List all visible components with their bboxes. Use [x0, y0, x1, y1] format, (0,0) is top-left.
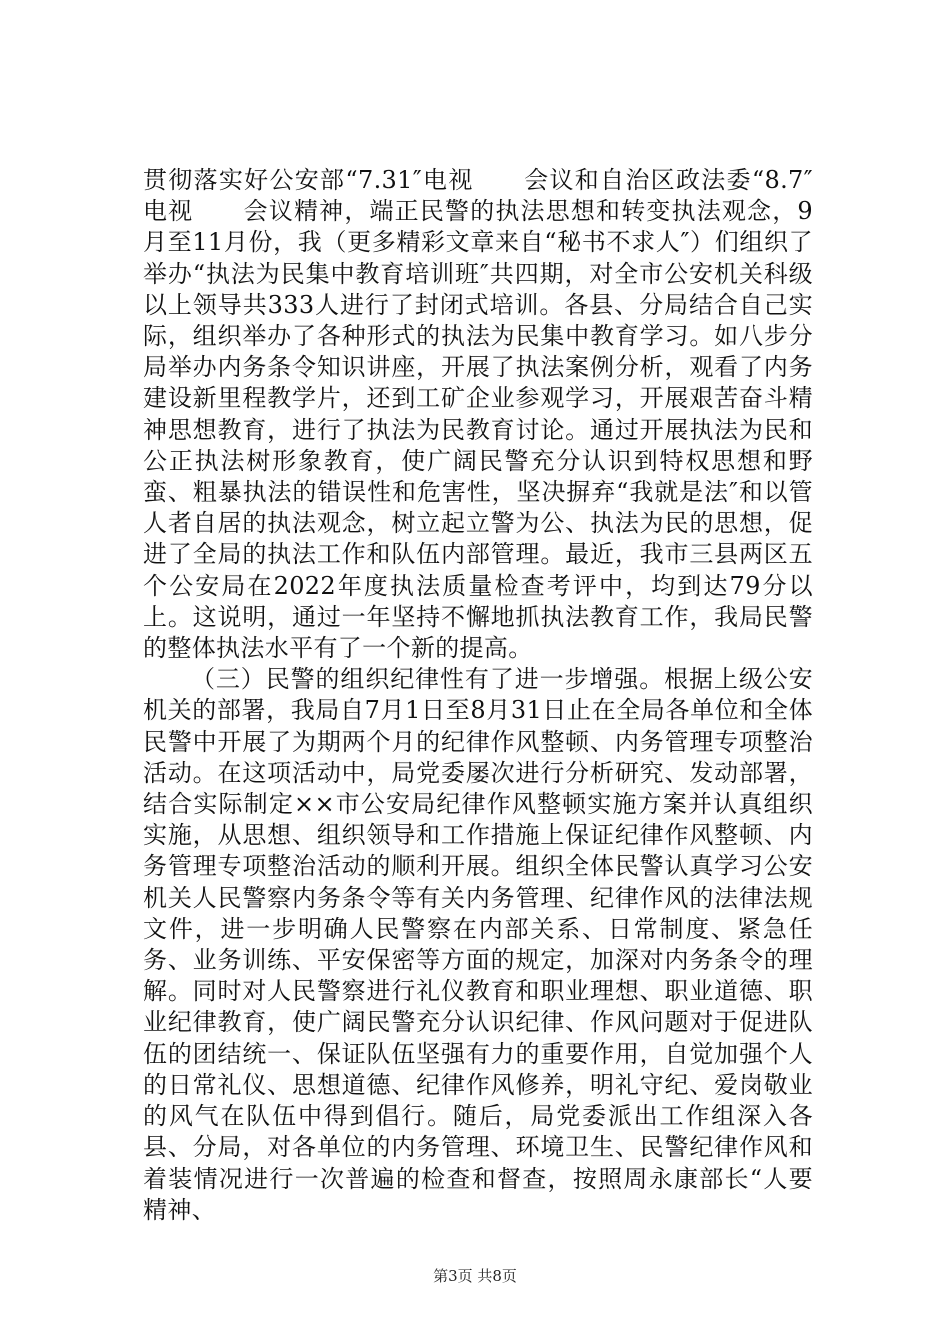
paragraph-1: 贯彻落实好公安部“7.31″电视 会议和自治区政法委“8.7″电视 会议精神，端正民警的执法思想和转变执法观念，9月至11月份，我（更多精彩文章来自“秘书不求人″）们组织了举办“执法为民集中教育培训班″共四期，对全市公安机关科级以上领导共333人进行了封闭式培训。各县、分局结合自己实际，组织举办了各种形式的执法为民集中教育学习。如八步分局举办内务条令知识讲座，开展了执法案例分析，观看了内务建设新里程教学片，还到工矿企业参观学习，开展艰苦奋斗精神思想教育，进行了执法为民教育讨论。通过开展执法为民和公正执法树形象教育，使广阔民警充分认识到特权思想和野蛮、粗暴执法的错误性和危害性，坚决摒弃“我就是法″和以管人者自居的执法观念，树立起立警为公、执法为民的思想，促进了全局的执法工作和队伍内部管理。最近，我市三县两区五个公安局在2022年度执法质量检查考评中，均到达79分以上。这说明，通过一年坚持不懈地抓执法教育工作，我局民警的整体执法水平有了一个新的提高。	[143, 166, 813, 663]
paragraph-2: （三）民警的组织纪律性有了进一步增强。根据上级公安机关的部署，我局自7月1日至8月31日止在全局各单位和全体民警中开展了为期两个月的纪律作风整顿、内务管理专项整治活动。在这项活动中，局党委屡次进行分析研究、发动部署，结合实际制定××市公安局纪律作风整顿实施方案并认真组织实施，从思想、组织领导和工作措施上保证纪律作风整顿、内务管理专项整治活动的顺利开展。组织全体民警认真学习公安机关人民警察内务条令等有关内务管理、纪律作风的法律法规文件，进一步明确人民警察在内部关系、日常制度、紧急任务、业务训练、平安保密等方面的规定，加深对内务条令的理解。同时对人民警察进行礼仪教育和职业理想、职业道德、职业纪律教育，使广阔民警充分认识纪律、作风问题对于促进队伍的团结统一、保证队伍坚强有力的重要作用，自觉加强个人的日常礼仪、思想道德、纪律作风修养，明礼守纪、爱岗敬业的风气在队伍中得到倡行。随后，局党委派出工作组深入各县、分局，对各单位的内务管理、环境卫生、民警纪律作风和着装情况进行一次普遍的检查和督查，按照周永康部长“人要精神、	[143, 665, 813, 1224]
page-footer: 第3页 共8页	[433, 1267, 517, 1285]
body-text	[143, 165, 813, 1226]
